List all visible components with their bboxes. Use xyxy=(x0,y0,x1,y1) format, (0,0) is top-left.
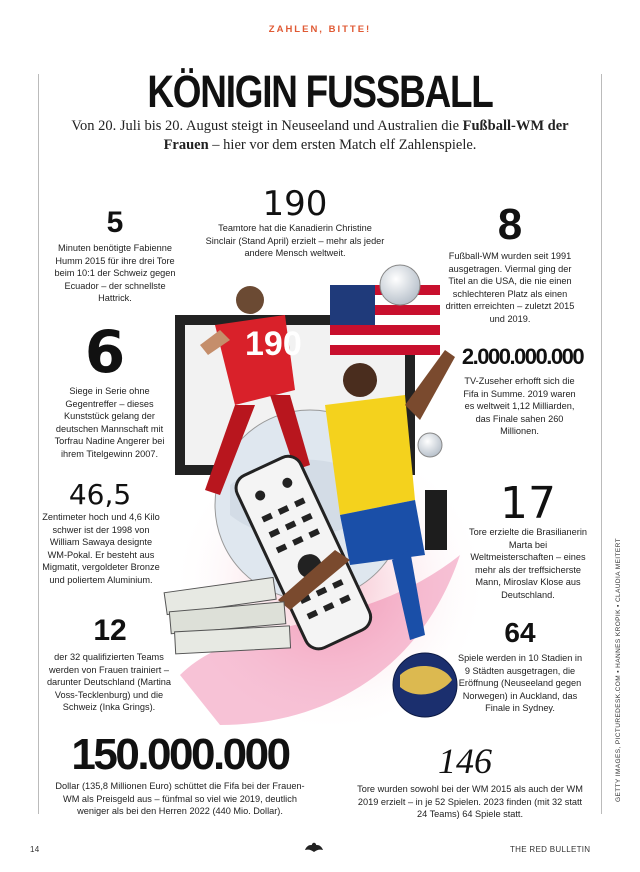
fact-2bn-text: TV-Zuseher erhofft sich die Fifa in Summe. 2019 waren es weltweit 1,12 Milliarden, das Finale sahen 260 Millionen. xyxy=(463,376,576,437)
red-bull-logo-icon xyxy=(303,840,325,854)
fact-146-number: 146 xyxy=(438,741,492,781)
fact-465-text: Zentimeter hoch und 4,6 Kilo schwer ist der 1998 von William Sawaya designte WM-Pokal. Er besteht aus Migmatit, vergoldeter Bronze und poliertem Aluminium. xyxy=(42,512,160,585)
intro-text xyxy=(60,117,580,155)
fact-465-number: 46,5 xyxy=(68,478,132,511)
fact-146-text: Tore wurden sowohl bei der WM 2015 als auch der WM 2019 erzielt – in je 52 Spielen. 2023 finden (mit 32 statt 24 Teams) 64 Spiele statt. xyxy=(357,784,583,820)
fact-190-text: Teamtore hat die Kanadierin Christine Sinclair (Stand April) erzielt – mehr als jeder andere Mensch weltweit. xyxy=(205,223,385,259)
fact-8-text: Fußball-WM wurden seit 1991 ausgetragen. Viermal ging der Titel an die USA, die nie einen schlechteren Platz als einen dritten erreichten – zuletzt 2015 und 2019. xyxy=(445,251,575,324)
ball-small-right xyxy=(418,433,442,457)
fact-64-text: Spiele werden in 10 Stadien in 9 Städten ausgetragen, die Eröffnung (Neuseeland gegen Norwegen) in Auckland, das Finale in Sydney. xyxy=(457,653,583,714)
fact-64-number: 64 xyxy=(504,617,536,648)
page-number: 14 xyxy=(30,845,40,854)
fact-12-number: 12 xyxy=(93,614,127,647)
left-rule xyxy=(38,74,39,814)
jersey-number: 190 xyxy=(245,325,302,363)
trophy-box xyxy=(425,490,447,550)
fact-17-text: Tore erzielte die Brasilianerin Marta bei Weltmeisterschaften – eines mehr als der treffsicherste Mann, Miroslav Klose aus Deutschland. xyxy=(469,527,587,600)
fact-5-number: 5 xyxy=(106,206,124,239)
fact-150m-text: Dollar (135,8 Millionen Euro) schüttet die Fifa bei der Frauen-WM als Preisgeld aus – fünfmal so viel wie 2019, deutlich weniger als bei den Herren 2022 (440 Mio. Dollar). xyxy=(55,781,305,817)
intro-lead: Von 20. Juli bis 20. August steigt in Neuseeland und Australien die xyxy=(71,118,463,134)
fact-2bn-number: 2.000.000.000 xyxy=(461,344,584,369)
fact-6-text: Siege in Serie ohne Gegentreffer – dieses Kunststück gelang der deutschen Mannschaft mit Torfrau Nadine Angerer bei ihrem Titelgewinn 2007. xyxy=(54,386,165,459)
photo-credits: GETTY IMAGES, PICTUREDESK.COM ▪ HANNES KROPIK ▪ CLAUDIA MEITERT xyxy=(615,538,622,802)
fact-12-text: der 32 qualifizierten Teams werden von Frauen trainiert – darunter Deutschland (Martina Voss-Tecklenburg) und die Schweiz (Inka Grings). xyxy=(46,652,172,713)
intro-tail: – hier vor dem ersten Match elf Zahlenspiele. xyxy=(208,137,477,153)
fact-150m-number: 150.000.000 xyxy=(71,730,289,779)
magazine-name: THE RED BULLETIN xyxy=(510,845,591,854)
football-collage-illustration xyxy=(160,255,490,775)
page-title: KÖNIGIN FUSSBALL xyxy=(147,66,493,117)
section-kicker: ZAHLEN, BITTE! xyxy=(268,24,372,35)
fact-5-text: Minuten benötigte Fabienne Humm 2015 für ihre drei Tore beim 10:1 der Schweiz gegen Ecuador – der schnellste Hattrick. xyxy=(54,243,176,304)
intro-bold: Fußball-WM der Frauen xyxy=(163,118,569,153)
fact-17-number: 17 xyxy=(500,478,556,529)
fact-8-number: 8 xyxy=(497,200,523,249)
fact-190-number: 190 xyxy=(262,184,328,224)
ball-top-right xyxy=(380,265,420,305)
right-rule xyxy=(601,74,602,814)
fact-6-number: 6 xyxy=(84,318,126,386)
